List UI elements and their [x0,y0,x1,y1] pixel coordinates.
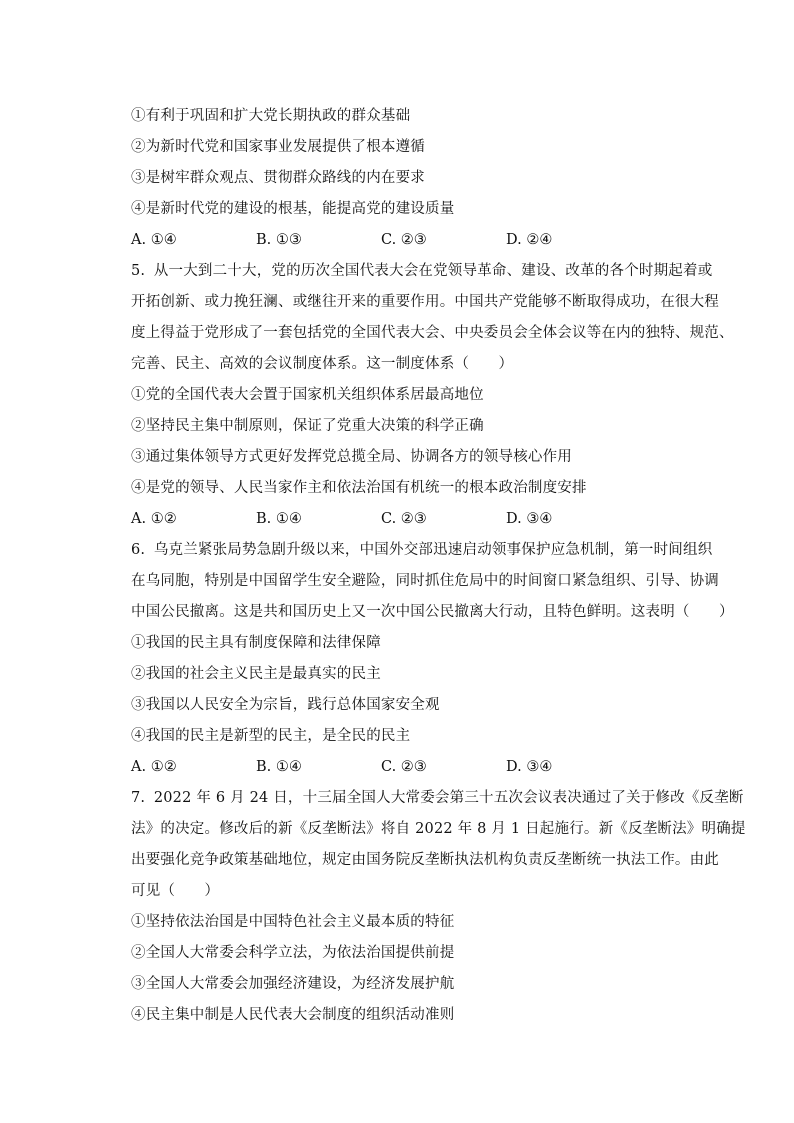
q5-options [131,504,711,535]
q5-option-a: A. ①② [131,511,177,527]
q5-option-d: D. ③④ [506,511,553,527]
q5-item-2: ②坚持民主集中制原则，保证了党重大决策的科学正确 [131,418,484,434]
q7-number: 7. [131,790,146,806]
q4-option-a: A. ①④ [131,232,177,248]
q6-item-2: ②我国的社会主义民主是最真实的民主 [131,666,381,682]
q7-item-3: ③全国人大常委会加强经济建设，为经济发展护航 [131,976,455,992]
q6-number: 6. [131,542,146,558]
q7-stem-line-1: 2022 年 6 月 24 日，十三届全国人大常委会第三十五次会议表决通过了关于修改《反垄断 [153,790,744,806]
q5-option-c: C. ②③ [381,511,427,527]
question-7 [131,783,746,1031]
q6-stem-line-1: 乌克兰紧张局势急剧升级以来，中国外交部迅速启动领事保护应急机制，第一时间组织 [153,542,713,558]
q7-stem-line-2: 法》的决定。修改后的新《反垄断法》将自 2022 年 8 月 1 日起施行。新《反垄断法》明确提 [131,821,746,837]
q7-stem-line-4: 可见（ ） [131,883,220,899]
q4-options [131,225,711,256]
q4-option-b: B. ①③ [256,232,302,248]
q7-item-4: ④民主集中制是人民代表大会制度的组织活动准则 [131,1007,455,1023]
q5-item-1: ①党的全国代表大会置于国家机关组织体系居最高地位 [131,387,484,403]
q6-option-b: B. ①④ [256,759,302,775]
question-6 [131,535,734,783]
exam-page [131,101,746,1031]
q6-option-d: D. ③④ [506,759,553,775]
q5-item-3: ③通过集体领导方式更好发挥党总揽全局、协调各方的领导核心作用 [131,449,572,465]
q6-option-a: A. ①② [131,759,177,775]
q5-stem-line-3: 度上得益于党形成了一套包括党的全国代表大会、中央委员会全体会议等在内的独特、规范、 [131,325,734,341]
q5-option-b: B. ①④ [256,511,302,527]
q5-number: 5. [131,263,146,279]
q5-item-4: ④是党的领导、人民当家作主和依法治国有机统一的根本政治制度安排 [131,480,587,496]
q6-options [131,752,711,783]
q6-item-1: ①我国的民主具有制度保障和法律保障 [131,635,381,651]
q7-item-1: ①坚持依法治国是中国特色社会主义最本质的特征 [131,914,455,930]
q7-stem-line-3: 出要强化竞争政策基础地位，规定由国务院反垄断执法机构负责反垄断统一执法工作。由此 [131,852,719,868]
q5-stem-line-1: 从一大到二十大，党的历次全国代表大会在党领导革命、建设、改革的各个时期起着或 [153,263,713,279]
question-5 [131,256,734,535]
q6-stem-line-3: 中国公民撤离。这是共和国历史上又一次中国公民撤离大行动，且特色鲜明。这表明（ ） [131,604,734,620]
q5-stem-line-2: 开拓创新、或力挽狂澜、或继往开来的重要作用。中国共产党能够不断取得成功，在很大程 [131,294,719,310]
q6-stem-line-2: 在乌同胞，特别是中国留学生安全避险，同时抓住危局中的时间窗口紧急组织、引导、协调 [131,573,719,589]
q4-item-3: ③是树牢群众观点、贯彻群众路线的内在要求 [131,170,425,186]
q4-item-2: ②为新时代党和国家事业发展提供了根本遵循 [131,139,425,155]
q6-option-c: C. ②③ [381,759,427,775]
q6-item-3: ③我国以人民安全为宗旨，践行总体国家安全观 [131,697,440,713]
question-4-tail [131,101,711,256]
q5-stem-line-4: 完善、民主、高效的会议制度体系。这一制度体系（ ） [131,356,514,372]
q6-item-4: ④我国的民主是新型的民主，是全民的民主 [131,728,411,744]
q4-option-c: C. ②③ [381,232,427,248]
q7-item-2: ②全国人大常委会科学立法，为依法治国提供前提 [131,945,455,961]
q4-item-1: ①有利于巩固和扩大党长期执政的群众基础 [131,108,411,124]
q4-option-d: D. ②④ [506,232,553,248]
q4-item-4: ④是新时代党的建设的根基，能提高党的建设质量 [131,201,455,217]
